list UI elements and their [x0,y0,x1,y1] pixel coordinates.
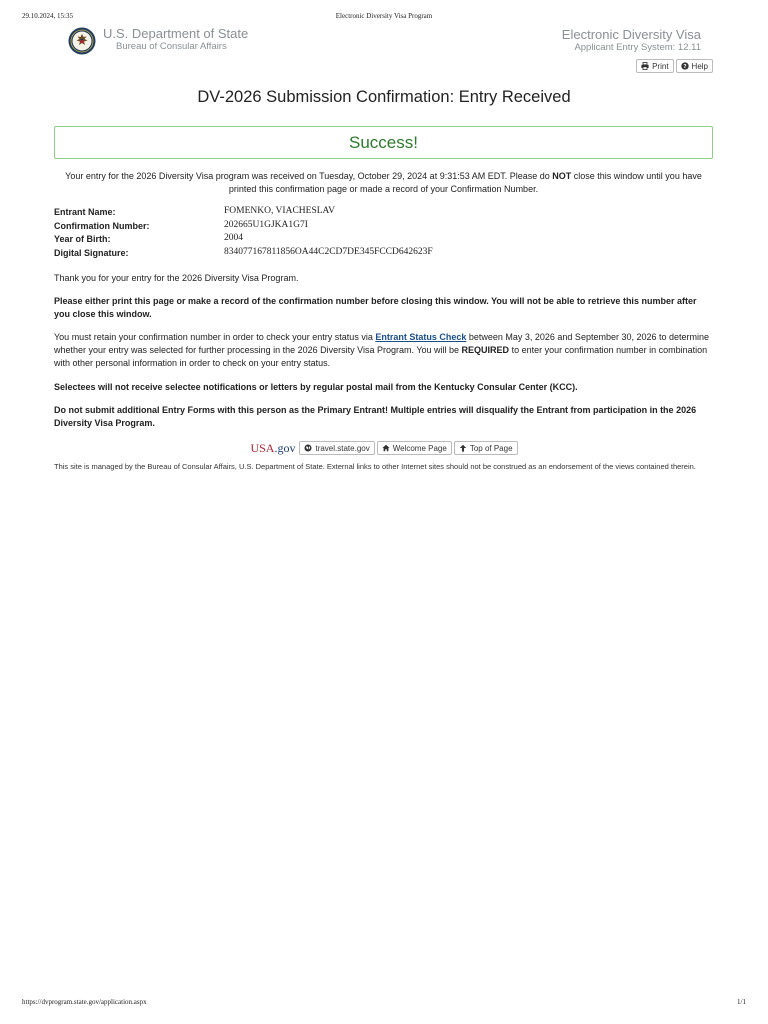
entrant-name-value: FOMENKO, VIACHESLAV [224,206,336,216]
year-of-birth-label: Year of Birth: [54,234,111,244]
print-button-label: Print [652,61,669,71]
help-button-label: Help [691,61,708,71]
entrant-name-label: Entrant Name: [54,207,116,217]
retain-notice-required: REQUIRED [461,345,510,355]
entrant-status-check-link[interactable]: Entrant Status Check [375,332,467,342]
retain-notice-text-3: to enter your confirmation number in combination with other personal information in order to check on your entry status. [54,345,708,368]
top-of-page-button[interactable] [454,441,518,455]
receipt-notice-not: NOT [552,171,572,181]
printer-icon [641,62,649,70]
welcome-page-button[interactable] [377,441,452,455]
detail-row-confirmation-number [54,220,713,234]
confirmation-number-value: 202665U1GJKA1G7I [224,219,308,230]
retain-notice [54,331,713,370]
department-seal-logo [68,27,96,55]
svg-text:?: ? [682,64,687,70]
receipt-notice-text-2: close this window until you have printed this confirmation page or made a record of your Confirmation Number. [228,171,702,194]
print-warning: Please either print this page or make a record of the confirmation number before closing this window. You will not be able to retrieve this number after you close this window. [54,296,697,319]
detail-row-year-of-birth [54,233,713,247]
home-icon [382,444,390,452]
bureau-subtitle: Bureau of Consular Affairs [116,41,227,52]
receipt-notice-text-1: Your entry for the 2026 Diversity Visa program was received on Tuesday, October 29, 2024 at 9:31:53 AM EDT. Please do [65,171,553,181]
year-of-birth-value: 2004 [224,233,243,243]
digital-signature-label: Digital Signature: [54,247,129,258]
app-title: Electronic Diversity Visa [561,27,701,42]
travel-state-gov-button[interactable] [299,441,374,455]
top-of-page-label: Top of Page [469,443,513,453]
site-disclaimer: This site is managed by the Bureau of Consular Affairs, U.S. Department of State. External links to other Internet sites should not be construed as an endorsement of the views contained therein. [54,462,696,471]
page-title: DV-2026 Submission Confirmation: Entry Received [197,88,571,106]
top-toolbar [636,59,713,73]
selectees-notice: Selectees will not receive selectee notifications or letters by regular postal mail from the Kentucky Consular Center (KCC). [54,382,578,392]
retain-notice-text-1: You must retain your confirmation number in order to check your entry status via [54,332,376,342]
print-page-number: 1/1 [737,998,746,1006]
print-doc-title: Electronic Diversity Visa Program [335,12,433,20]
detail-row-digital-signature [54,247,713,261]
entry-details [54,206,713,260]
retain-notice-text-2: between May 3, 2026 and September 30, 2026 to determine whether your entry was selected for further processing in the 2026 Diversity Visa Program. You will be [54,332,710,355]
question-circle-icon [681,62,689,70]
multiple-entries-warning: Do not submit additional Entry Forms with this person as the Primary Entrant! Multiple entries will disqualify the Entrant from participation in the 2026 Diversity Visa Program. [54,405,697,428]
usagov-logo-usa: USA [250,441,275,455]
globe-icon [304,444,312,452]
print-button[interactable] [636,59,673,73]
success-alert [54,126,713,159]
usagov-logo-link[interactable] [250,440,295,456]
department-title: U.S. Department of State [103,26,249,41]
help-button[interactable] [676,59,713,73]
print-datetime: 29.10.2024, 15:35 [22,12,73,20]
usagov-logo-gov: .gov [274,441,296,455]
welcome-page-label: Welcome Page [392,443,447,453]
travel-state-gov-label: travel.state.gov [315,443,370,453]
digital-signature-value: 834077167811856OA44C2CD7DE345FCCD642623F [224,246,433,257]
print-footer [22,998,746,1010]
success-message: Success! [349,132,418,152]
print-url: https://dvprogram.state.gov/application.aspx [22,998,147,1006]
print-header [22,12,746,24]
thank-you-text: Thank you for your entry for the 2026 Diversity Visa Program. [54,273,299,283]
detail-row-entrant-name [54,206,713,220]
confirmation-number-label: Confirmation Number: [54,220,150,231]
footer-links [0,440,768,456]
receipt-notice [54,170,713,195]
arrow-up-icon [459,444,467,452]
app-version: Applicant Entry System: 12.11 [574,42,701,53]
